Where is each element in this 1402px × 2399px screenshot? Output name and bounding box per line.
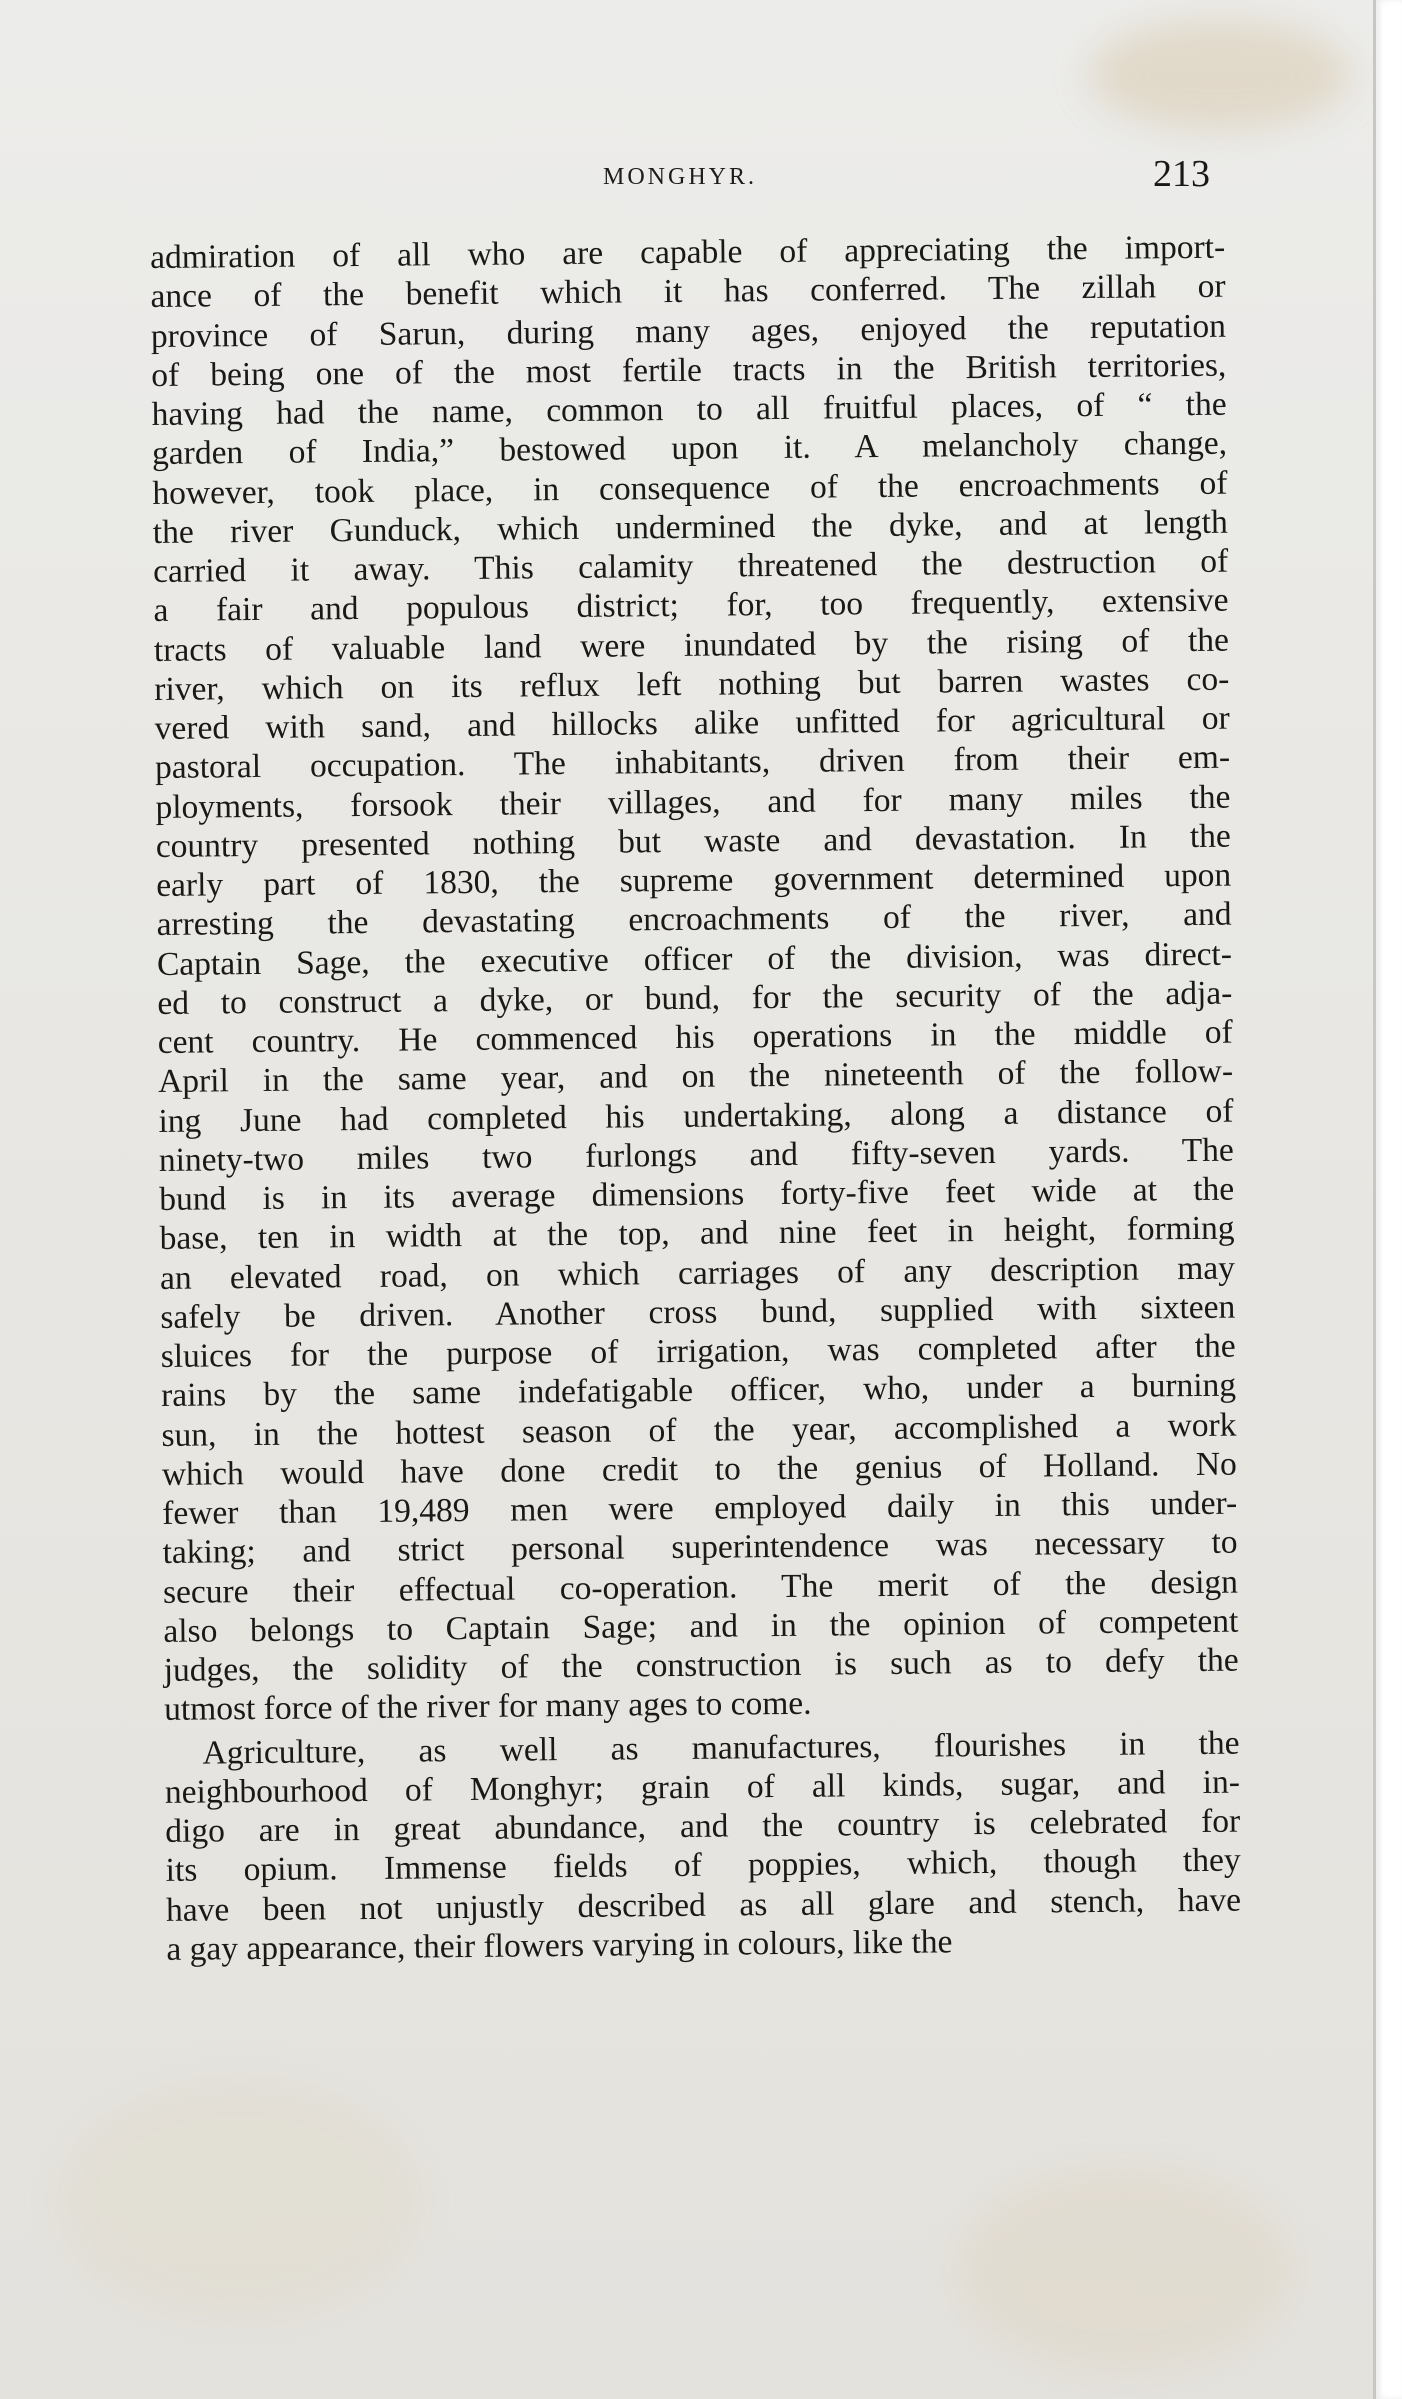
text-line: fewer than 19,489 men were employed daily in this under- <box>162 1484 1238 1532</box>
body-text <box>150 228 1242 1969</box>
paper-stain <box>960 2170 1290 2370</box>
text-line: ance of the benefit which it has conferred. The zillah or <box>150 267 1226 316</box>
text-line: a fair and populous district; for, too frequently, extensive <box>153 581 1229 630</box>
text-line: secure their effectual co-operation. The merit of the design <box>162 1563 1239 1611</box>
text-line: sun, in the hottest season of the year, accomplished a work <box>161 1406 1237 1454</box>
running-title: MONGHYR. <box>602 164 757 190</box>
text-line: province of Sarun, during many ages, enjoyed the reputation <box>150 307 1227 355</box>
text-line: a gay appearance, their flowers varying in colours, like the <box>166 1923 953 1968</box>
text-line: which would have done credit to the genius of Holland. No <box>161 1445 1237 1493</box>
text-line: ing June had completed his undertaking, along a distance of <box>158 1092 1234 1140</box>
text-line: digo are in great abundance, and the country is celebrated for <box>165 1802 1241 1850</box>
text-line: utmost force of the river for many ages to come. <box>163 1684 812 1729</box>
text-line: rains by the same indefatigable officer, who, under a burning <box>160 1366 1237 1415</box>
page-header <box>150 150 1210 210</box>
text-line: Captain Sage, the executive officer of the division, was direct- <box>156 935 1233 983</box>
text-line: have been not unjustly described as all glare and stench, have <box>165 1881 1242 1929</box>
page-number: 213 <box>1153 153 1210 195</box>
text-line: early part of 1830, the supreme government determined upon <box>156 856 1232 904</box>
text-line: tracts of valuable land were inundated by the rising of the <box>153 621 1230 669</box>
text-line: the river Gunduck, which undermined the dyke, and at length <box>152 503 1228 551</box>
text-line: river, which on its reflux left nothing but barren wastes co- <box>154 660 1230 708</box>
page-edge <box>1373 0 1402 2399</box>
text-line: taking; and strict personal superintendence was necessary to <box>162 1523 1238 1572</box>
text-line: having had the name, common to all fruitful places, of “ the <box>151 385 1227 433</box>
text-line: safely be driven. Another cross bund, supplied with sixteen <box>160 1288 1236 1336</box>
text-line: its opium. Immense fields of poppies, which, though they <box>165 1841 1241 1890</box>
text-line: however, took place, in consequence of the encroachments of <box>152 464 1228 512</box>
text-line: base, ten in width at the top, and nine feet in height, forming <box>159 1209 1235 1258</box>
text-line: neighbourhood of Monghyr; grain of all kinds, sugar, and in- <box>164 1763 1241 1811</box>
paragraph <box>150 228 1239 1730</box>
text-line: also belongs to Captain Sage; and in the opinion of competent <box>163 1602 1239 1650</box>
text-line: ed to construct a dyke, or bund, for the security of the adja- <box>157 974 1233 1022</box>
text-line: April in the same year, and on the nineteenth of the follow- <box>157 1052 1234 1101</box>
text-line: carried it away. This calamity threatened the destruction of <box>153 542 1229 590</box>
text-line: Agriculture, as well as manufactures, flourishes in the <box>202 1724 1240 1772</box>
text-line: country presented nothing but waste and devastation. In the <box>155 817 1231 865</box>
text-line: ployments, forsook their villages, and for many miles the <box>155 778 1231 826</box>
paper-stain <box>1090 20 1350 130</box>
text-line: judges, the solidity of the construction is such as to defy the <box>163 1641 1239 1689</box>
paragraph <box>164 1723 1241 1969</box>
text-line: garden of India,” bestowed upon it. A melancholy change, <box>151 424 1228 473</box>
text-line: cent country. He commenced his operations in the middle of <box>157 1013 1233 1061</box>
text-line: an elevated road, on which carriages of any description may <box>159 1249 1236 1297</box>
text-line: of being one of the most fertile tracts in the British territories, <box>151 346 1227 394</box>
text-line: bund is in its average dimensions forty-five feet wide at the <box>159 1170 1235 1218</box>
text-line: arresting the devastating encroachments of the river, and <box>156 895 1232 944</box>
paper-stain <box>60 2080 420 2320</box>
text-line: vered with sand, and hillocks alike unfitted for agricultural or <box>154 699 1230 747</box>
text-line: sluices for the purpose of irrigation, was completed after the <box>160 1327 1236 1375</box>
text-line: pastoral occupation. The inhabitants, driven from their em- <box>154 738 1231 787</box>
text-line: ninety-two miles two furlongs and fifty-seven yards. The <box>158 1131 1234 1179</box>
text-line: admiration of all who are capable of appreciating the import- <box>150 228 1226 276</box>
